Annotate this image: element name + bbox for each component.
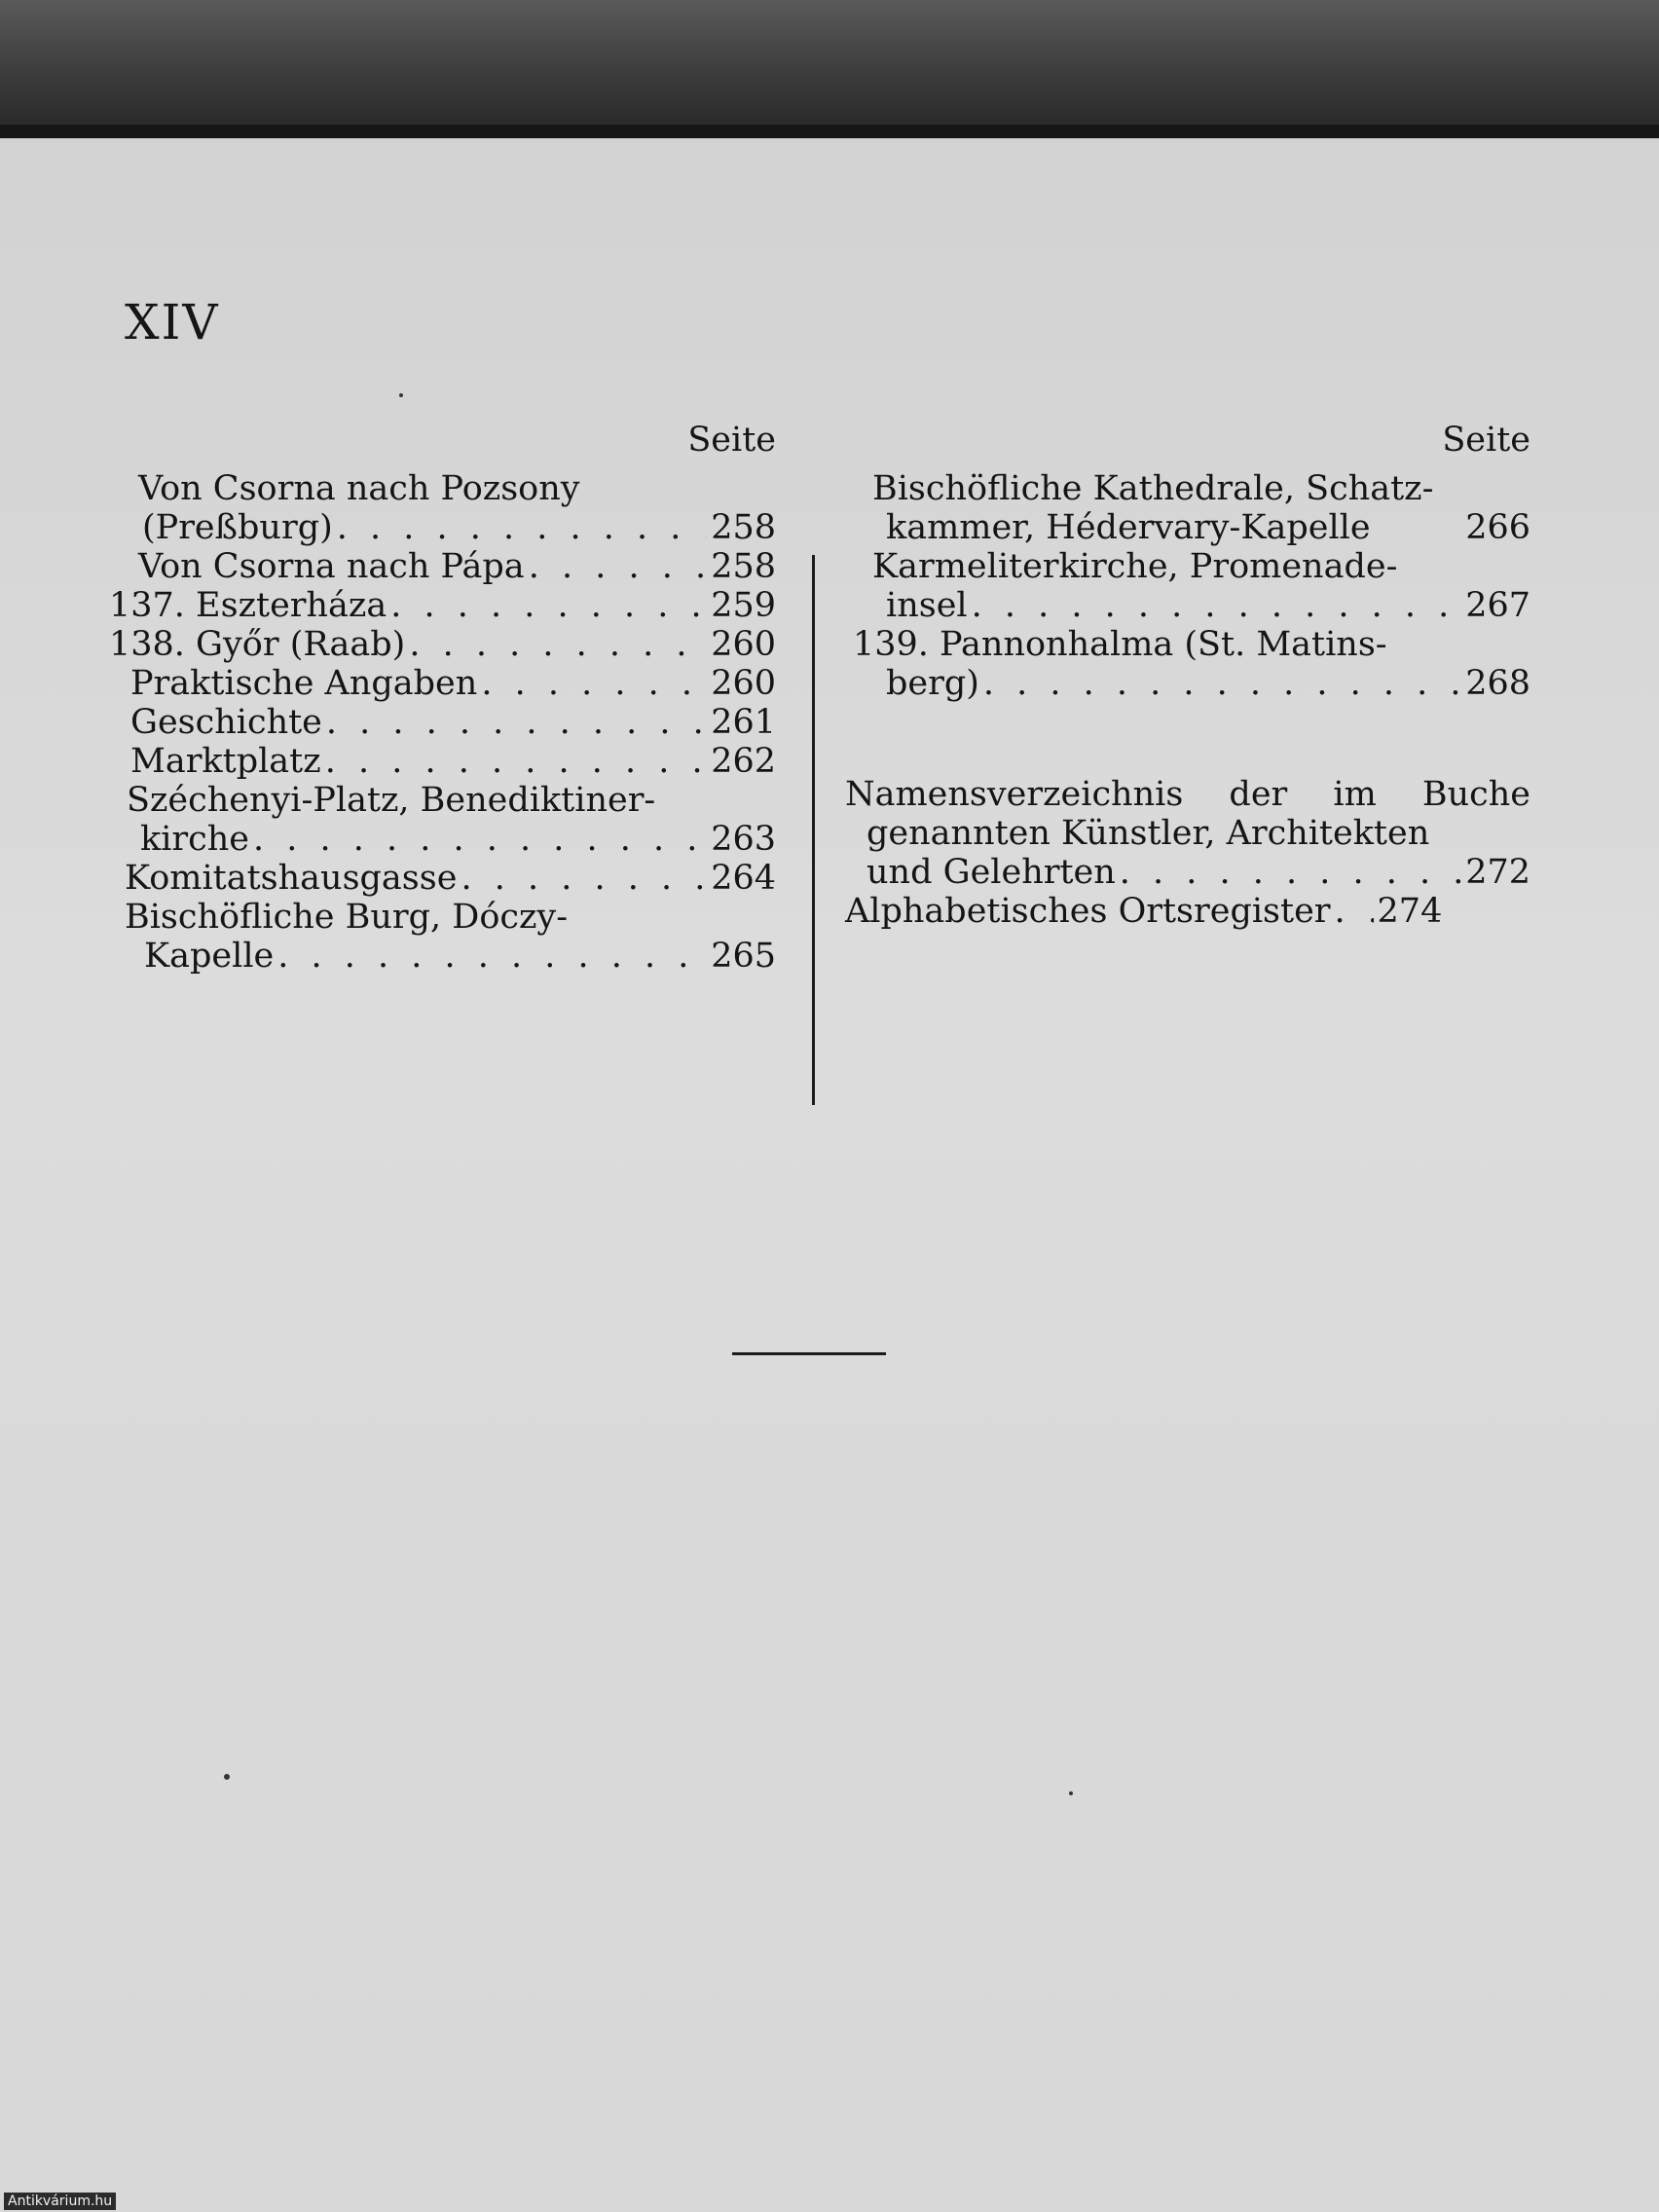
page-ref: 272 bbox=[1465, 853, 1530, 892]
page-ref: 267 bbox=[1465, 586, 1530, 625]
toc-entry bbox=[109, 469, 776, 547]
toc-line bbox=[845, 775, 1530, 814]
leader-dots bbox=[529, 547, 708, 586]
entry-text: 138. Győr (Raab) bbox=[109, 625, 406, 664]
toc-line bbox=[127, 820, 776, 859]
entry-text: Alphabetisches Ortsregister bbox=[845, 892, 1331, 931]
entry-text: Karmeliterkirche, Promenade- bbox=[872, 547, 1398, 586]
toc-line bbox=[872, 586, 1530, 625]
toc-line bbox=[138, 469, 776, 508]
entry-text: kirche bbox=[140, 820, 249, 859]
toc-line bbox=[125, 859, 776, 898]
page-ref: 265 bbox=[711, 937, 776, 976]
toc-entry bbox=[845, 775, 1530, 892]
entry-text: und Gelehrten bbox=[866, 853, 1116, 892]
toc-entry bbox=[109, 547, 776, 586]
toc-line bbox=[853, 664, 1530, 703]
entry-text: Namensverzeichnis der im Buche bbox=[845, 775, 1530, 814]
entry-text: Marktplatz bbox=[130, 742, 321, 781]
leader-dots bbox=[277, 937, 707, 976]
entry-text: Von Csorna nach Pozsony bbox=[138, 469, 580, 508]
entry-text: Kapelle bbox=[144, 937, 275, 976]
toc-line bbox=[127, 781, 776, 820]
toc-line bbox=[138, 547, 776, 586]
leader-dots bbox=[325, 742, 708, 781]
seite-header-right: Seite bbox=[1442, 421, 1530, 460]
page-ref: 263 bbox=[711, 820, 776, 859]
leader-dots bbox=[972, 586, 1462, 625]
page-number: XIV bbox=[125, 294, 220, 350]
page-ref: 261 bbox=[711, 703, 776, 742]
background-surface bbox=[0, 0, 1659, 127]
spacer bbox=[845, 703, 1530, 775]
page-ref: 260 bbox=[711, 664, 776, 703]
leader-dots bbox=[1335, 892, 1374, 931]
column-divider bbox=[812, 555, 815, 1105]
entry-text: (Preßburg) bbox=[142, 508, 333, 547]
leader-dots bbox=[1120, 853, 1461, 892]
toc-entry bbox=[845, 625, 1530, 703]
toc-left-column bbox=[109, 411, 776, 976]
page-ref: 266 bbox=[1465, 508, 1530, 547]
entry-text: berg) bbox=[886, 664, 979, 703]
entry-text: 137. Eszterháza bbox=[109, 586, 387, 625]
toc-entry bbox=[109, 664, 776, 703]
page-ref: 268 bbox=[1465, 664, 1530, 703]
entry-text: Von Csorna nach Pápa bbox=[138, 547, 525, 586]
page-ref: 258 bbox=[711, 547, 776, 586]
toc-entry bbox=[109, 586, 776, 625]
toc-entry bbox=[845, 469, 1530, 547]
seite-header-left: Seite bbox=[687, 421, 776, 460]
page-ref: 259 bbox=[711, 586, 776, 625]
toc-line bbox=[845, 814, 1530, 853]
entry-text: Bischöfliche Burg, Dóczy- bbox=[125, 898, 569, 937]
toc-line bbox=[872, 508, 1530, 547]
toc-line bbox=[138, 508, 776, 547]
toc-entry bbox=[109, 898, 776, 976]
page-ref: 260 bbox=[711, 625, 776, 664]
toc-entry bbox=[109, 625, 776, 664]
entry-text: Praktische Angaben bbox=[130, 664, 478, 703]
toc-line bbox=[853, 625, 1530, 664]
page-ref: 274 bbox=[1377, 892, 1443, 931]
entry-text: Széchenyi-Platz, Benediktiner- bbox=[127, 781, 656, 820]
toc-line bbox=[872, 547, 1530, 586]
paper-speck bbox=[224, 1774, 230, 1780]
leader-dots bbox=[326, 703, 707, 742]
entry-text: Geschichte bbox=[130, 703, 322, 742]
entry-text: 139. Pannonhalma (St. Matins- bbox=[853, 625, 1387, 664]
toc-entry bbox=[845, 892, 1530, 931]
toc-entry bbox=[109, 859, 776, 898]
book-page bbox=[0, 125, 1659, 2212]
leader-dots bbox=[390, 586, 707, 625]
page-ref: 262 bbox=[711, 742, 776, 781]
entry-text: insel bbox=[886, 586, 968, 625]
toc-line bbox=[125, 898, 776, 937]
toc-line bbox=[845, 853, 1530, 892]
entry-text: genannten Künstler, Architekten bbox=[866, 814, 1430, 853]
toc-entry bbox=[845, 547, 1530, 625]
entry-text: Komitatshausgasse bbox=[125, 859, 458, 898]
paper-speck bbox=[399, 393, 403, 397]
page-ref: 264 bbox=[711, 859, 776, 898]
watermark: Antikvárium.hu bbox=[4, 2193, 116, 2210]
toc-right-column bbox=[845, 411, 1530, 931]
leader-dots bbox=[461, 859, 707, 898]
leader-dots bbox=[983, 664, 1461, 703]
leader-dots bbox=[253, 820, 707, 859]
toc-line bbox=[130, 742, 776, 781]
toc-entry bbox=[109, 703, 776, 742]
section-rule bbox=[732, 1352, 886, 1355]
page-ref: 258 bbox=[711, 508, 776, 547]
toc-entry bbox=[109, 781, 776, 859]
toc-line bbox=[109, 586, 776, 625]
paper-speck bbox=[1069, 1791, 1073, 1795]
entry-text: kammer, Hédervary-Kapelle bbox=[886, 508, 1371, 547]
toc-line bbox=[130, 664, 776, 703]
toc-line bbox=[872, 469, 1530, 508]
toc-line bbox=[130, 703, 776, 742]
toc-line bbox=[125, 937, 776, 976]
toc-entry bbox=[109, 742, 776, 781]
entry-text: Bischöfliche Kathedrale, Schatz- bbox=[872, 469, 1434, 508]
leader-dots bbox=[409, 625, 707, 664]
toc-line bbox=[845, 892, 1530, 931]
toc-line bbox=[109, 625, 776, 664]
leader-dots bbox=[337, 508, 707, 547]
leader-dots bbox=[481, 664, 707, 703]
